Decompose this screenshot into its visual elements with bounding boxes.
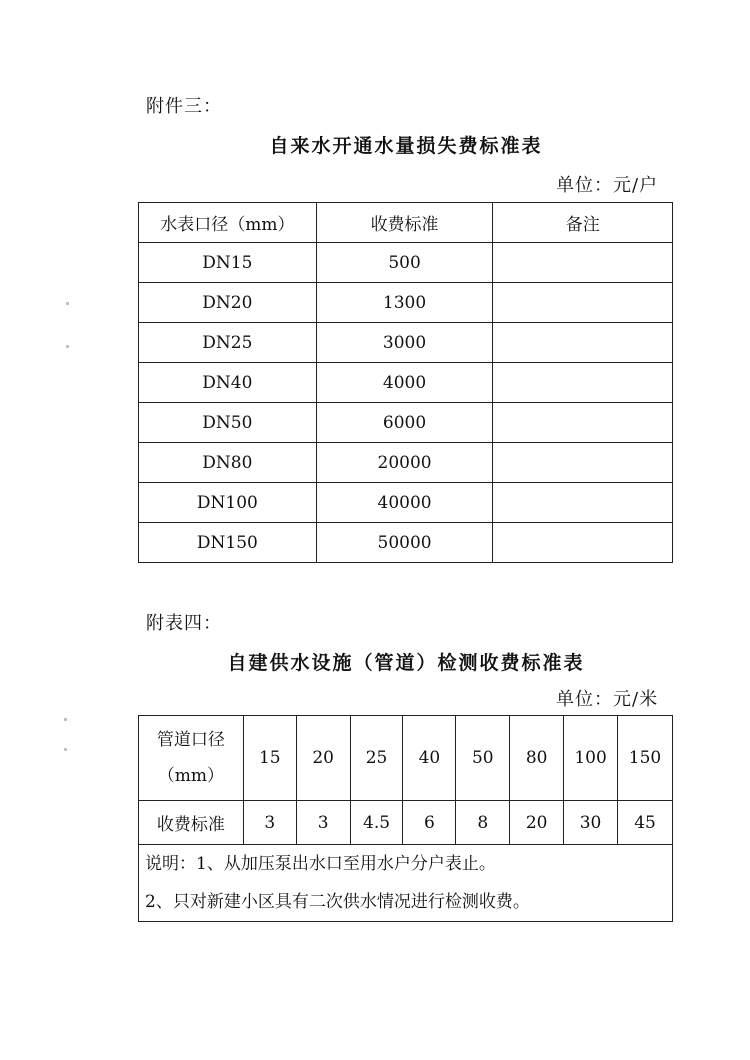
- fee-cell: 3: [243, 801, 296, 845]
- diameter-label-line2: （mm）: [157, 766, 225, 786]
- meter-size-cell: DN150: [139, 523, 317, 563]
- scan-speck: [66, 345, 69, 348]
- diameter-cell: 40: [403, 716, 456, 801]
- diameter-cell: 150: [618, 716, 673, 801]
- remark-cell: [493, 243, 673, 283]
- header-meter-size: 水表口径（mm）: [139, 203, 317, 243]
- fee-row: [139, 801, 673, 845]
- pipe-inspection-fee-table: [138, 715, 673, 922]
- water-loss-fee-table: [138, 202, 673, 563]
- meter-size-cell: DN20: [139, 283, 317, 323]
- fee-cell: 500: [316, 243, 493, 283]
- fee-cell: 40000: [316, 483, 493, 523]
- meter-size-cell: DN100: [139, 483, 317, 523]
- table-row: [139, 483, 673, 523]
- note-row: [139, 845, 673, 922]
- scan-speck: [64, 748, 67, 751]
- meter-size-cell: DN40: [139, 363, 317, 403]
- table-header-row: [139, 203, 673, 243]
- diameter-row-label: [139, 716, 244, 801]
- fee-row-label: 收费标准: [139, 801, 244, 845]
- diameter-label-line1: 管道口径: [156, 730, 225, 750]
- scan-speck: [64, 718, 67, 721]
- remark-cell: [493, 443, 673, 483]
- fee-cell: 30: [564, 801, 618, 845]
- table-row: [139, 323, 673, 363]
- diameter-cell: 80: [510, 716, 564, 801]
- remark-cell: [493, 483, 673, 523]
- remark-cell: [493, 283, 673, 323]
- meter-size-cell: DN80: [139, 443, 317, 483]
- fee-cell: 50000: [316, 523, 493, 563]
- scan-speck: [66, 302, 69, 305]
- table-row: [139, 283, 673, 323]
- fee-cell: 8: [456, 801, 510, 845]
- remark-cell: [493, 523, 673, 563]
- diameter-cell: 100: [564, 716, 618, 801]
- remark-cell: [493, 323, 673, 363]
- appendix4-unit: 单位：元/米: [556, 689, 659, 710]
- table-row: [139, 363, 673, 403]
- fee-cell: 20000: [316, 443, 493, 483]
- diameter-row: [139, 716, 673, 801]
- meter-size-cell: DN25: [139, 323, 317, 363]
- note-cell: [139, 845, 673, 922]
- note-line-2: 2、只对新建小区具有二次供水情况进行检测收费。: [145, 892, 530, 912]
- header-fee-standard: 收费标准: [316, 203, 493, 243]
- fee-cell: 4.5: [350, 801, 403, 845]
- remark-cell: [493, 363, 673, 403]
- meter-size-cell: DN15: [139, 243, 317, 283]
- table-row: [139, 243, 673, 283]
- fee-cell: 3: [296, 801, 350, 845]
- fee-cell: 6000: [316, 403, 493, 443]
- remark-cell: [493, 403, 673, 443]
- fee-cell: 3000: [316, 323, 493, 363]
- diameter-cell: 25: [350, 716, 403, 801]
- appendix3-label: 附件三：: [146, 96, 222, 117]
- diameter-cell: 20: [296, 716, 350, 801]
- header-remark: 备注: [493, 203, 673, 243]
- fee-cell: 1300: [316, 283, 493, 323]
- appendix4-label: 附表四：: [146, 613, 222, 634]
- table-row: [139, 403, 673, 443]
- table-row: [139, 523, 673, 563]
- appendix4-title: 自建供水设施（管道）检测收费标准表: [227, 652, 585, 674]
- meter-size-cell: DN50: [139, 403, 317, 443]
- appendix3-title: 自来水开通水量损失费标准表: [269, 135, 543, 157]
- appendix3-unit: 单位：元/户: [556, 175, 659, 196]
- fee-cell: 45: [618, 801, 673, 845]
- fee-cell: 6: [403, 801, 456, 845]
- diameter-cell: 50: [456, 716, 510, 801]
- fee-cell: 4000: [316, 363, 493, 403]
- table-row: [139, 443, 673, 483]
- note-line-1: 说明：1、从加压泵出水口至用水户分户表止。: [145, 854, 496, 874]
- fee-cell: 20: [510, 801, 564, 845]
- diameter-cell: 15: [243, 716, 296, 801]
